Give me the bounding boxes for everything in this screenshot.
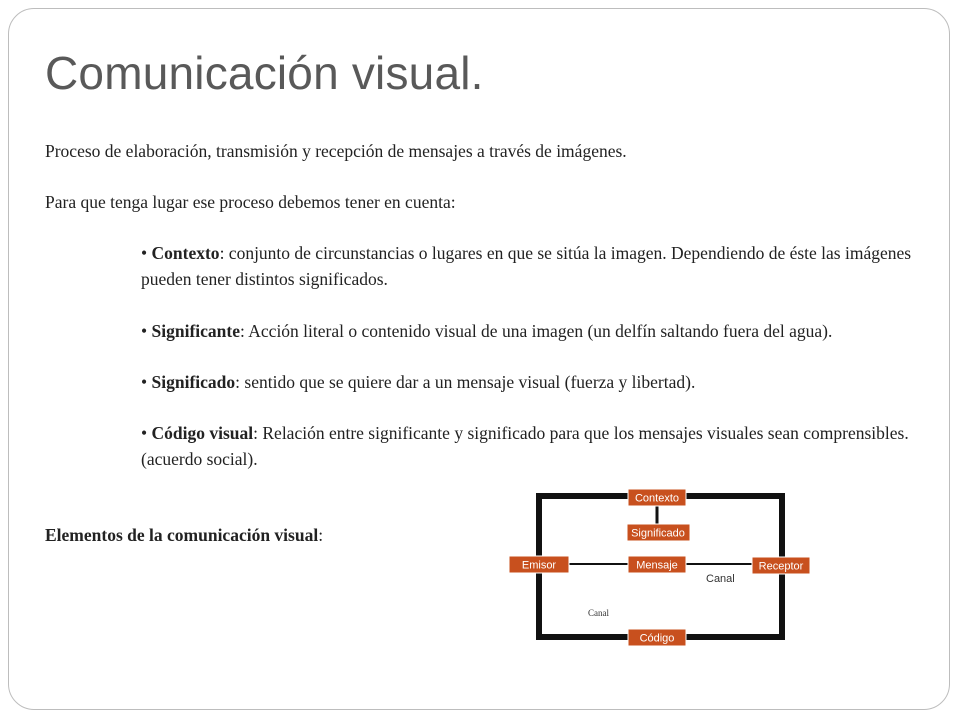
bullet-term: Significante <box>151 321 240 341</box>
bullet-term: Significado <box>151 372 236 392</box>
bullet-text: : conjunto de circunstancias o lugares en que se sitúa la imagen. Dependiendo de éste las imágenes pueden tener distintos significados. <box>141 243 912 289</box>
mensaje-box <box>628 556 686 573</box>
significado-label: Significado <box>631 527 685 540</box>
contexto-box <box>628 489 686 506</box>
contexto-label: Contexto <box>634 492 680 505</box>
condition-paragraph: Para que tenga lugar ese proceso debemos tener en cuenta: <box>45 192 456 212</box>
intro-paragraph: Proceso de elaboración, transmisión y recepción de mensajes a través de imágenes. <box>45 141 627 161</box>
bullet-term: Código visual <box>151 423 254 443</box>
bullet-term: Contexto <box>151 243 220 263</box>
receptor-label: Receptor <box>758 560 804 573</box>
elements-label: Elementos de la comunicación visual <box>45 525 319 545</box>
receptor-box <box>752 557 810 574</box>
codigo-box <box>628 629 686 646</box>
bullet-text: : Relación entre significante y significado para que los mensajes visuales sean comprensibles. (acuerdo social). <box>141 423 909 469</box>
canal-right-label: Canal <box>706 573 735 585</box>
bullet-icon: • <box>141 372 148 392</box>
codigo-label: Código <box>639 632 675 645</box>
emisor-label: Emisor <box>521 559 557 572</box>
bullet-text: : Acción literal o contenido visual de una imagen (un delfín saltando fuera del agua). <box>240 321 833 341</box>
bullet-icon: • <box>141 423 148 443</box>
bullet-icon: • <box>141 243 148 263</box>
elements-colon: : <box>318 525 324 545</box>
bullet-text: : sentido que se quiere dar a un mensaje visual (fuerza y libertad). <box>235 372 696 392</box>
page-title: Comunicación visual. <box>45 47 484 99</box>
emisor-box <box>509 556 569 573</box>
significado-box <box>627 524 690 541</box>
canal-left-label: Canal <box>588 608 609 618</box>
mensaje-label: Mensaje <box>636 559 678 572</box>
bullet-icon: • <box>141 321 148 341</box>
